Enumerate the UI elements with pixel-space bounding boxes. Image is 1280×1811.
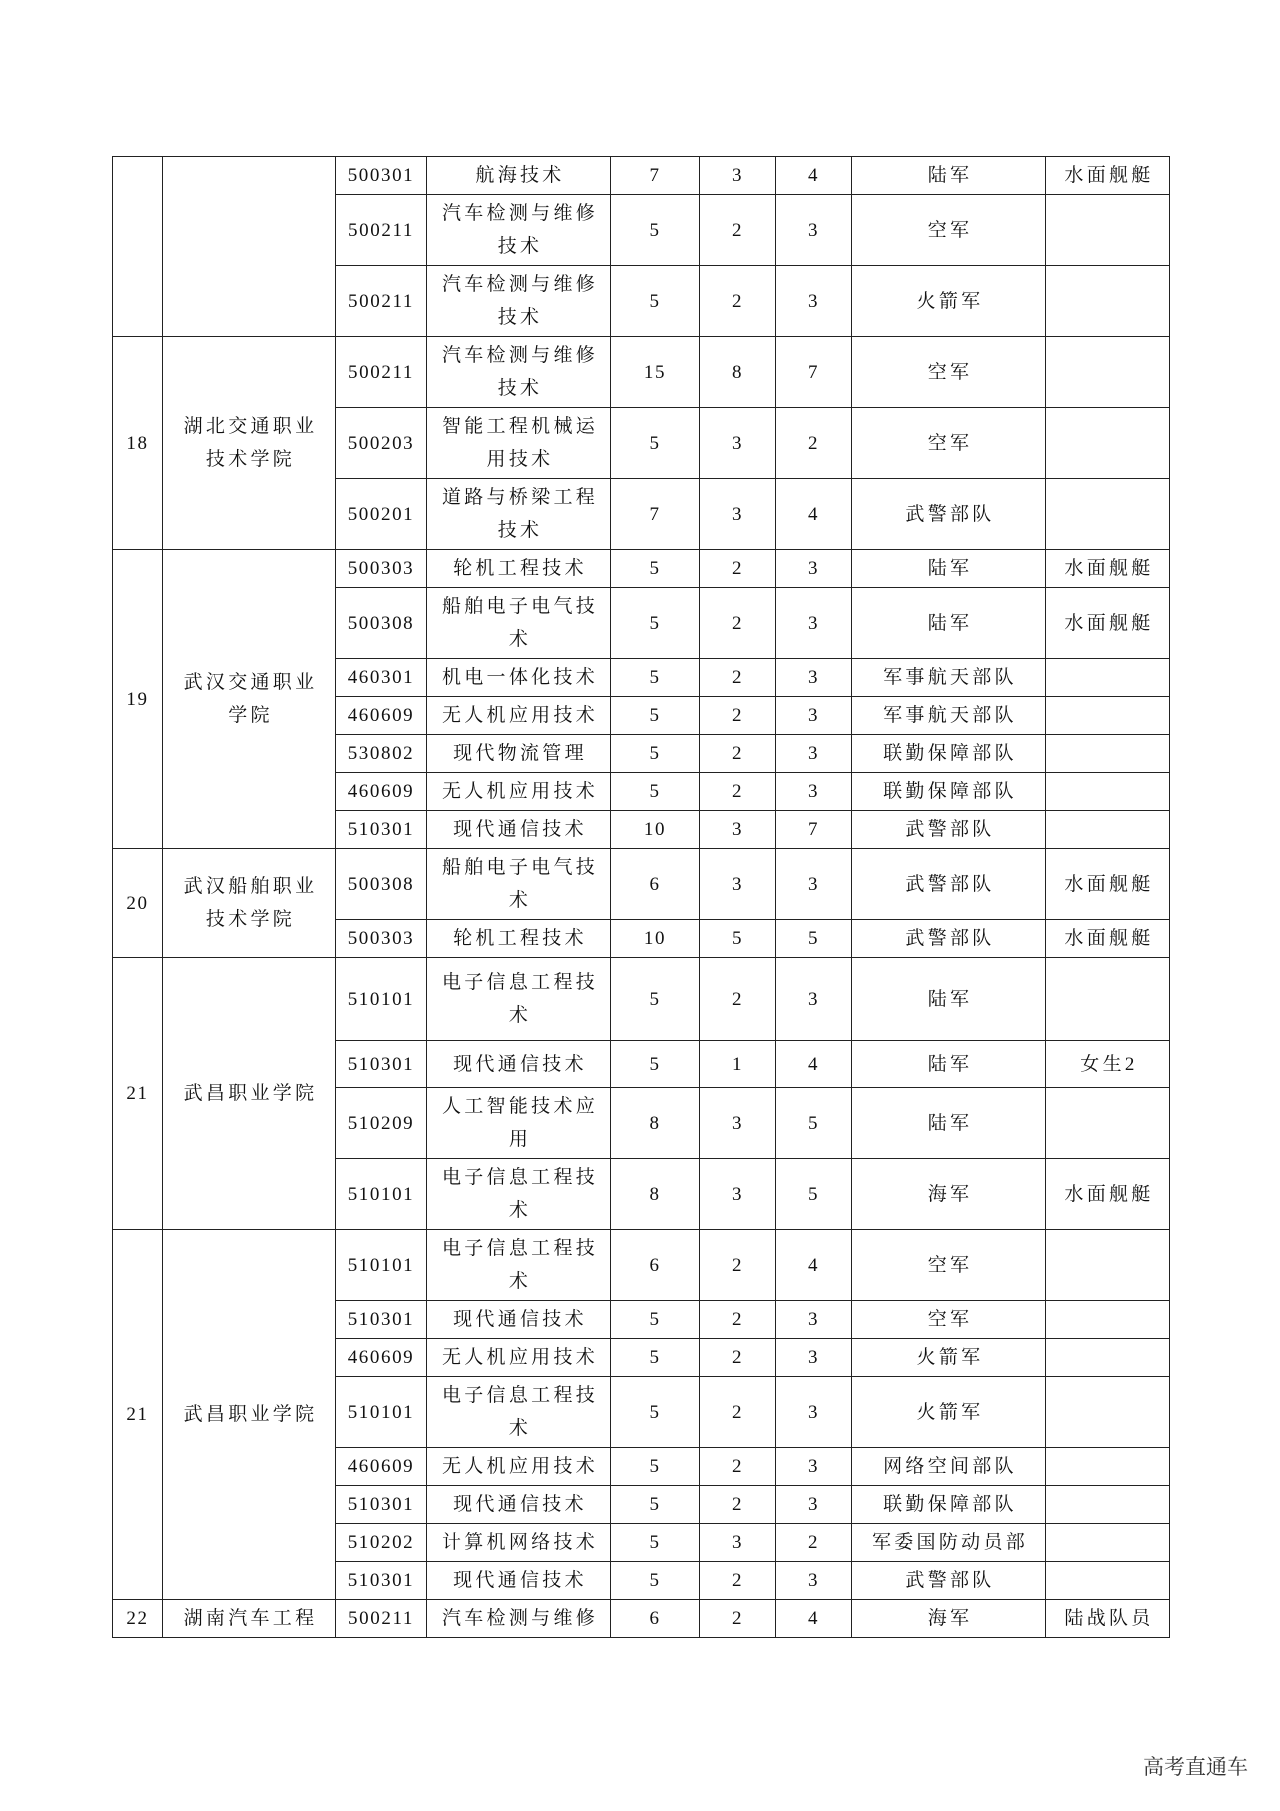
plan-count-a-cell: 2 bbox=[700, 1486, 776, 1524]
major-name-cell: 现代通信技术 bbox=[427, 811, 611, 849]
service-branch-cell: 火箭军 bbox=[852, 1339, 1046, 1377]
plan-count-a-cell: 3 bbox=[700, 479, 776, 550]
remarks-cell bbox=[1046, 1088, 1170, 1159]
service-branch-cell: 军委国防动员部 bbox=[852, 1524, 1046, 1562]
plan-total-cell: 7 bbox=[611, 157, 700, 195]
major-code-cell: 510301 bbox=[336, 1562, 427, 1600]
major-name-cell: 无人机应用技术 bbox=[427, 697, 611, 735]
plan-count-a-cell: 3 bbox=[700, 1088, 776, 1159]
plan-total-cell: 8 bbox=[611, 1159, 700, 1230]
plan-count-b-cell: 3 bbox=[776, 588, 852, 659]
service-branch-cell: 陆军 bbox=[852, 1041, 1046, 1088]
plan-count-b-cell: 3 bbox=[776, 1562, 852, 1600]
plan-count-a-cell: 2 bbox=[700, 1301, 776, 1339]
plan-total-cell: 7 bbox=[611, 479, 700, 550]
plan-total-cell: 5 bbox=[611, 1486, 700, 1524]
major-code-cell: 460609 bbox=[336, 773, 427, 811]
table-row bbox=[113, 337, 1170, 408]
major-code-cell: 510101 bbox=[336, 958, 427, 1041]
plan-count-a-cell: 2 bbox=[700, 1377, 776, 1448]
plan-count-b-cell: 5 bbox=[776, 1159, 852, 1230]
remarks-cell: 水面舰艇 bbox=[1046, 849, 1170, 920]
school-name-cell: 武昌职业学院 bbox=[163, 1230, 336, 1600]
number-cell: 21 bbox=[113, 958, 163, 1230]
school-name-cell bbox=[163, 157, 336, 337]
major-name-cell: 船舶电子电气技 术 bbox=[427, 849, 611, 920]
plan-count-b-cell: 3 bbox=[776, 195, 852, 266]
major-name-cell: 电子信息工程技 术 bbox=[427, 1377, 611, 1448]
plan-count-b-cell: 3 bbox=[776, 550, 852, 588]
service-branch-cell: 火箭军 bbox=[852, 266, 1046, 337]
major-code-cell: 510301 bbox=[336, 1486, 427, 1524]
major-code-cell: 500201 bbox=[336, 479, 427, 550]
plan-count-a-cell: 3 bbox=[700, 811, 776, 849]
plan-total-cell: 5 bbox=[611, 550, 700, 588]
plan-total-cell: 5 bbox=[611, 958, 700, 1041]
remarks-cell bbox=[1046, 1339, 1170, 1377]
major-name-cell: 船舶电子电气技 术 bbox=[427, 588, 611, 659]
major-name-cell: 轮机工程技术 bbox=[427, 920, 611, 958]
remarks-cell bbox=[1046, 479, 1170, 550]
plan-count-a-cell: 3 bbox=[700, 1159, 776, 1230]
plan-total-cell: 5 bbox=[611, 773, 700, 811]
major-code-cell: 500303 bbox=[336, 550, 427, 588]
major-name-cell: 现代通信技术 bbox=[427, 1486, 611, 1524]
plan-count-a-cell: 3 bbox=[700, 849, 776, 920]
major-code-cell: 500308 bbox=[336, 588, 427, 659]
plan-count-b-cell: 4 bbox=[776, 1600, 852, 1638]
service-branch-cell: 军事航天部队 bbox=[852, 659, 1046, 697]
major-name-cell: 机电一体化技术 bbox=[427, 659, 611, 697]
plan-count-b-cell: 7 bbox=[776, 337, 852, 408]
table-row bbox=[113, 550, 1170, 588]
plan-count-b-cell: 3 bbox=[776, 1377, 852, 1448]
plan-total-cell: 5 bbox=[611, 1562, 700, 1600]
major-name-cell: 电子信息工程技 术 bbox=[427, 958, 611, 1041]
school-group bbox=[113, 550, 1170, 849]
plan-total-cell: 5 bbox=[611, 408, 700, 479]
major-code-cell: 510101 bbox=[336, 1230, 427, 1301]
school-name-cell: 武昌职业学院 bbox=[163, 958, 336, 1230]
plan-total-cell: 5 bbox=[611, 659, 700, 697]
major-code-cell: 500203 bbox=[336, 408, 427, 479]
major-name-cell: 轮机工程技术 bbox=[427, 550, 611, 588]
major-name-cell: 汽车检测与维修 技术 bbox=[427, 195, 611, 266]
plan-total-cell: 5 bbox=[611, 1524, 700, 1562]
major-code-cell: 530802 bbox=[336, 735, 427, 773]
major-name-cell: 无人机应用技术 bbox=[427, 1448, 611, 1486]
plan-total-cell: 5 bbox=[611, 195, 700, 266]
major-code-cell: 510301 bbox=[336, 1301, 427, 1339]
plan-count-b-cell: 2 bbox=[776, 408, 852, 479]
school-group bbox=[113, 337, 1170, 550]
remarks-cell: 水面舰艇 bbox=[1046, 920, 1170, 958]
remarks-cell: 陆战队员 bbox=[1046, 1600, 1170, 1638]
major-name-cell: 无人机应用技术 bbox=[427, 773, 611, 811]
major-name-cell: 汽车检测与维修 bbox=[427, 1600, 611, 1638]
service-branch-cell: 军事航天部队 bbox=[852, 697, 1046, 735]
plan-count-b-cell: 3 bbox=[776, 1448, 852, 1486]
remarks-cell bbox=[1046, 266, 1170, 337]
service-branch-cell: 武警部队 bbox=[852, 479, 1046, 550]
table-row bbox=[113, 1230, 1170, 1301]
plan-count-b-cell: 4 bbox=[776, 479, 852, 550]
plan-count-a-cell: 2 bbox=[700, 588, 776, 659]
plan-total-cell: 6 bbox=[611, 849, 700, 920]
major-code-cell: 510301 bbox=[336, 1041, 427, 1088]
service-branch-cell: 陆军 bbox=[852, 550, 1046, 588]
number-cell: 22 bbox=[113, 1600, 163, 1638]
plan-count-b-cell: 4 bbox=[776, 1230, 852, 1301]
school-name-cell: 湖南汽车工程 bbox=[163, 1600, 336, 1638]
major-name-cell: 现代通信技术 bbox=[427, 1041, 611, 1088]
plan-total-cell: 5 bbox=[611, 266, 700, 337]
plan-count-b-cell: 3 bbox=[776, 849, 852, 920]
plan-count-b-cell: 2 bbox=[776, 1524, 852, 1562]
service-branch-cell: 武警部队 bbox=[852, 920, 1046, 958]
plan-count-a-cell: 3 bbox=[700, 408, 776, 479]
major-name-cell: 人工智能技术应 用 bbox=[427, 1088, 611, 1159]
remarks-cell bbox=[1046, 735, 1170, 773]
major-name-cell: 汽车检测与维修 技术 bbox=[427, 266, 611, 337]
plan-total-cell: 5 bbox=[611, 697, 700, 735]
major-name-cell: 汽车检测与维修 技术 bbox=[427, 337, 611, 408]
plan-count-b-cell: 3 bbox=[776, 958, 852, 1041]
major-code-cell: 500211 bbox=[336, 195, 427, 266]
school-group bbox=[113, 849, 1170, 958]
number-cell bbox=[113, 157, 163, 337]
remarks-cell bbox=[1046, 659, 1170, 697]
plan-count-b-cell: 3 bbox=[776, 659, 852, 697]
major-code-cell: 500211 bbox=[336, 1600, 427, 1638]
major-code-cell: 510101 bbox=[336, 1377, 427, 1448]
school-name-cell: 武汉船舶职业 技术学院 bbox=[163, 849, 336, 958]
remarks-cell bbox=[1046, 1562, 1170, 1600]
plan-count-a-cell: 2 bbox=[700, 1448, 776, 1486]
plan-total-cell: 10 bbox=[611, 811, 700, 849]
plan-count-b-cell: 7 bbox=[776, 811, 852, 849]
remarks-cell bbox=[1046, 958, 1170, 1041]
major-name-cell: 现代通信技术 bbox=[427, 1562, 611, 1600]
service-branch-cell: 空军 bbox=[852, 195, 1046, 266]
plan-total-cell: 10 bbox=[611, 920, 700, 958]
remarks-cell bbox=[1046, 1301, 1170, 1339]
plan-total-cell: 5 bbox=[611, 1448, 700, 1486]
major-code-cell: 460609 bbox=[336, 1448, 427, 1486]
plan-count-a-cell: 2 bbox=[700, 773, 776, 811]
service-branch-cell: 海军 bbox=[852, 1600, 1046, 1638]
service-branch-cell: 空军 bbox=[852, 408, 1046, 479]
service-branch-cell: 海军 bbox=[852, 1159, 1046, 1230]
major-code-cell: 500308 bbox=[336, 849, 427, 920]
table-row bbox=[113, 157, 1170, 195]
service-branch-cell: 武警部队 bbox=[852, 1562, 1046, 1600]
major-name-cell: 电子信息工程技 术 bbox=[427, 1230, 611, 1301]
plan-count-a-cell: 2 bbox=[700, 1562, 776, 1600]
plan-count-b-cell: 3 bbox=[776, 1486, 852, 1524]
service-branch-cell: 空军 bbox=[852, 1301, 1046, 1339]
number-cell: 21 bbox=[113, 1230, 163, 1600]
plan-count-b-cell: 4 bbox=[776, 1041, 852, 1088]
plan-count-a-cell: 2 bbox=[700, 1230, 776, 1301]
major-name-cell: 计算机网络技术 bbox=[427, 1524, 611, 1562]
school-group bbox=[113, 1600, 1170, 1638]
table-row bbox=[113, 958, 1170, 1041]
plan-count-b-cell: 3 bbox=[776, 266, 852, 337]
remarks-cell bbox=[1046, 1486, 1170, 1524]
plan-total-cell: 5 bbox=[611, 1301, 700, 1339]
school-name-cell: 湖北交通职业 技术学院 bbox=[163, 337, 336, 550]
remarks-cell bbox=[1046, 408, 1170, 479]
major-code-cell: 510301 bbox=[336, 811, 427, 849]
school-group bbox=[113, 1230, 1170, 1600]
major-name-cell: 无人机应用技术 bbox=[427, 1339, 611, 1377]
plan-count-a-cell: 2 bbox=[700, 266, 776, 337]
major-code-cell: 510101 bbox=[336, 1159, 427, 1230]
major-name-cell: 现代物流管理 bbox=[427, 735, 611, 773]
plan-total-cell: 5 bbox=[611, 1377, 700, 1448]
service-branch-cell: 空军 bbox=[852, 1230, 1046, 1301]
service-branch-cell: 联勤保障部队 bbox=[852, 773, 1046, 811]
school-name-cell: 武汉交通职业 学院 bbox=[163, 550, 336, 849]
service-branch-cell: 联勤保障部队 bbox=[852, 1486, 1046, 1524]
plan-count-a-cell: 2 bbox=[700, 195, 776, 266]
service-branch-cell: 网络空间部队 bbox=[852, 1448, 1046, 1486]
service-branch-cell: 武警部队 bbox=[852, 811, 1046, 849]
plan-count-a-cell: 2 bbox=[700, 697, 776, 735]
plan-count-a-cell: 2 bbox=[700, 659, 776, 697]
plan-count-b-cell: 4 bbox=[776, 157, 852, 195]
plan-count-a-cell: 3 bbox=[700, 1524, 776, 1562]
plan-total-cell: 5 bbox=[611, 1339, 700, 1377]
remarks-cell: 水面舰艇 bbox=[1046, 157, 1170, 195]
plan-total-cell: 5 bbox=[611, 1041, 700, 1088]
major-code-cell: 510209 bbox=[336, 1088, 427, 1159]
service-branch-cell: 武警部队 bbox=[852, 849, 1046, 920]
service-branch-cell: 陆军 bbox=[852, 157, 1046, 195]
major-code-cell: 500301 bbox=[336, 157, 427, 195]
major-code-cell: 500303 bbox=[336, 920, 427, 958]
remarks-cell bbox=[1046, 773, 1170, 811]
service-branch-cell: 火箭军 bbox=[852, 1377, 1046, 1448]
plan-count-b-cell: 3 bbox=[776, 1339, 852, 1377]
table-row bbox=[113, 1600, 1170, 1638]
plan-count-a-cell: 3 bbox=[700, 157, 776, 195]
major-name-cell: 航海技术 bbox=[427, 157, 611, 195]
plan-count-a-cell: 2 bbox=[700, 1339, 776, 1377]
service-branch-cell: 空军 bbox=[852, 337, 1046, 408]
major-code-cell: 460301 bbox=[336, 659, 427, 697]
major-name-cell: 电子信息工程技 术 bbox=[427, 1159, 611, 1230]
major-name-cell: 现代通信技术 bbox=[427, 1301, 611, 1339]
plan-count-a-cell: 2 bbox=[700, 550, 776, 588]
service-branch-cell: 陆军 bbox=[852, 958, 1046, 1041]
remarks-cell bbox=[1046, 1377, 1170, 1448]
school-group bbox=[113, 157, 1170, 337]
remarks-cell bbox=[1046, 1524, 1170, 1562]
plan-count-b-cell: 3 bbox=[776, 697, 852, 735]
plan-count-a-cell: 2 bbox=[700, 1600, 776, 1638]
plan-total-cell: 6 bbox=[611, 1600, 700, 1638]
plan-count-b-cell: 3 bbox=[776, 773, 852, 811]
major-name-cell: 智能工程机械运 用技术 bbox=[427, 408, 611, 479]
number-cell: 19 bbox=[113, 550, 163, 849]
remarks-cell: 水面舰艇 bbox=[1046, 1159, 1170, 1230]
plan-count-a-cell: 2 bbox=[700, 958, 776, 1041]
school-group bbox=[113, 958, 1170, 1230]
number-cell: 20 bbox=[113, 849, 163, 958]
service-branch-cell: 陆军 bbox=[852, 588, 1046, 659]
plan-total-cell: 6 bbox=[611, 1230, 700, 1301]
service-branch-cell: 陆军 bbox=[852, 1088, 1046, 1159]
remarks-cell bbox=[1046, 195, 1170, 266]
major-code-cell: 500211 bbox=[336, 337, 427, 408]
plan-count-a-cell: 2 bbox=[700, 735, 776, 773]
remarks-cell bbox=[1046, 697, 1170, 735]
watermark-text: 高考直通车 bbox=[1143, 1755, 1248, 1779]
plan-total-cell: 15 bbox=[611, 337, 700, 408]
plan-total-cell: 8 bbox=[611, 1088, 700, 1159]
remarks-cell: 女生2 bbox=[1046, 1041, 1170, 1088]
service-branch-cell: 联勤保障部队 bbox=[852, 735, 1046, 773]
plan-count-b-cell: 3 bbox=[776, 1301, 852, 1339]
plan-total-cell: 5 bbox=[611, 735, 700, 773]
plan-count-b-cell: 5 bbox=[776, 1088, 852, 1159]
remarks-cell bbox=[1046, 1230, 1170, 1301]
plan-count-a-cell: 8 bbox=[700, 337, 776, 408]
plan-count-b-cell: 5 bbox=[776, 920, 852, 958]
plan-count-a-cell: 5 bbox=[700, 920, 776, 958]
major-code-cell: 460609 bbox=[336, 1339, 427, 1377]
remarks-cell bbox=[1046, 1448, 1170, 1486]
data-table bbox=[112, 156, 1170, 1638]
plan-total-cell: 5 bbox=[611, 588, 700, 659]
major-name-cell: 道路与桥梁工程 技术 bbox=[427, 479, 611, 550]
remarks-cell bbox=[1046, 811, 1170, 849]
remarks-cell: 水面舰艇 bbox=[1046, 550, 1170, 588]
plan-count-b-cell: 3 bbox=[776, 735, 852, 773]
remarks-cell bbox=[1046, 337, 1170, 408]
plan-count-a-cell: 1 bbox=[700, 1041, 776, 1088]
remarks-cell: 水面舰艇 bbox=[1046, 588, 1170, 659]
table-row bbox=[113, 849, 1170, 920]
major-code-cell: 460609 bbox=[336, 697, 427, 735]
major-code-cell: 510202 bbox=[336, 1524, 427, 1562]
major-code-cell: 500211 bbox=[336, 266, 427, 337]
number-cell: 18 bbox=[113, 337, 163, 550]
